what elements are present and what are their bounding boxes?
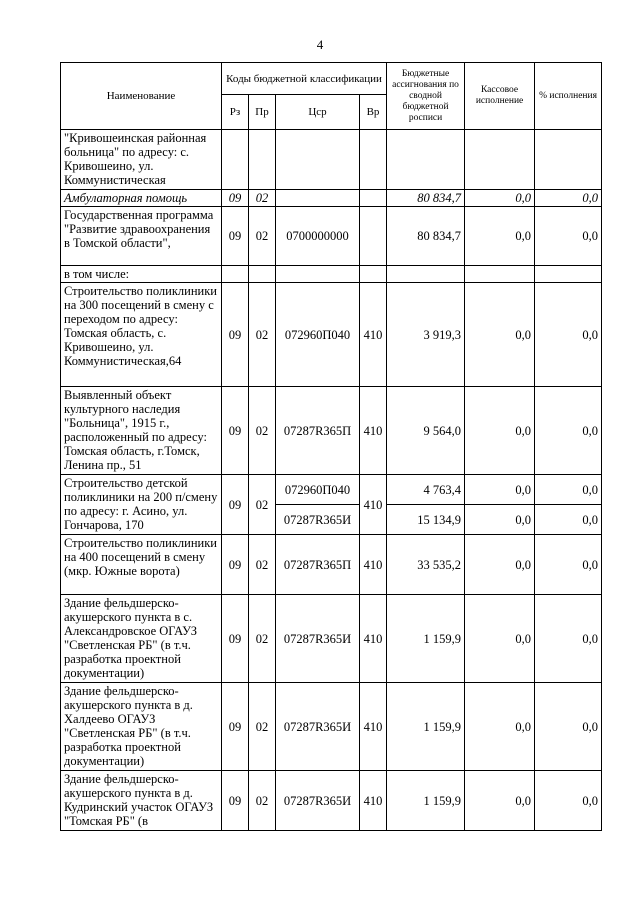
- row-pct: 0,0: [535, 190, 602, 207]
- header-codes: Коды бюджетной классификации: [222, 63, 387, 95]
- row-pr: 02: [249, 207, 276, 266]
- row-assign: 33 535,2: [387, 535, 465, 595]
- row-vr: 410: [360, 475, 387, 535]
- row-name: Выявленный объект культурного наследия "Больница", 1915 г., расположенный по адресу: Томская область, г.Томск, Ленина пр., 51: [61, 387, 222, 475]
- row-assign: 4 763,4: [387, 475, 465, 505]
- header-rz: Рз: [222, 95, 249, 130]
- row-assign: 80 834,7: [387, 190, 465, 207]
- row-cash: 0,0: [465, 190, 535, 207]
- row-cash: 0,0: [465, 475, 535, 505]
- row-csr: 072960П040: [276, 475, 360, 505]
- row-pct: 0,0: [535, 683, 602, 771]
- row-csr: 072960П040: [276, 283, 360, 387]
- row-name: Здание фельдшерско-акушерского пункта в д. Халдеево ОГАУЗ "Светленская РБ" (в т.ч. разработка проектной документации): [61, 683, 222, 771]
- row-csr: 07287R365П: [276, 387, 360, 475]
- row-assign: 9 564,0: [387, 387, 465, 475]
- row-csr: 07287R365И: [276, 505, 360, 535]
- table-row: [61, 475, 602, 505]
- row-rz: 09: [222, 207, 249, 266]
- row-assign: 1 159,9: [387, 595, 465, 683]
- row-rz: 09: [222, 283, 249, 387]
- row-pr: 02: [249, 535, 276, 595]
- row-pr: 02: [249, 683, 276, 771]
- row-name: в том числе:: [61, 266, 222, 283]
- row-cash: 0,0: [465, 771, 535, 831]
- table-row: [61, 190, 602, 207]
- row-name: Государственная программа "Развитие здравоохранения в Томской области",: [61, 207, 222, 266]
- header-cash: Кассовое исполнение: [465, 63, 535, 130]
- row-cash: 0,0: [465, 683, 535, 771]
- row-pr: 02: [249, 190, 276, 207]
- row-name: "Кривошеинская районная больница" по адресу: с. Кривошеино, ул. Коммунистическая: [61, 130, 222, 190]
- table-row: [61, 683, 602, 771]
- row-cash: 0,0: [465, 283, 535, 387]
- row-rz: 09: [222, 683, 249, 771]
- row-assign: 1 159,9: [387, 771, 465, 831]
- table-row: [61, 266, 602, 283]
- row-rz: 09: [222, 535, 249, 595]
- row-csr: 07287R365П: [276, 535, 360, 595]
- row-csr: 07287R365И: [276, 683, 360, 771]
- row-pr: 02: [249, 771, 276, 831]
- row-pct: 0,0: [535, 387, 602, 475]
- row-cash: 0,0: [465, 535, 535, 595]
- budget-table: [60, 62, 602, 831]
- row-name: Строительство детской поликлиники на 200 п/смену по адресу: г. Асино, ул. Гончарова, 170: [61, 475, 222, 535]
- row-pr: 02: [249, 595, 276, 683]
- table-row: [61, 207, 602, 266]
- row-name: Здание фельдшерско-акушерского пункта в с. Александровское ОГАУЗ "Светленская РБ" (в т.ч. разработка проектной документации): [61, 595, 222, 683]
- row-name: Здание фельдшерско-акушерского пункта в д. Кудринский участок ОГАУЗ "Томская РБ" (в: [61, 771, 222, 831]
- row-pct: 0,0: [535, 771, 602, 831]
- row-name: Амбулаторная помощь: [61, 190, 222, 207]
- row-vr: 410: [360, 771, 387, 831]
- table-row: [61, 771, 602, 831]
- row-cash: 0,0: [465, 595, 535, 683]
- row-cash: 0,0: [465, 207, 535, 266]
- row-rz: 09: [222, 771, 249, 831]
- table-row: [61, 595, 602, 683]
- row-cash: 0,0: [465, 505, 535, 535]
- header-assign: Бюджетные ассигнования по сводной бюджетной росписи: [387, 63, 465, 130]
- row-pr: 02: [249, 283, 276, 387]
- table-row: [61, 387, 602, 475]
- row-name: Строительство поликлиники на 400 посещений в смену (мкр. Южные ворота): [61, 535, 222, 595]
- row-name: Строительство поликлиники на 300 посещений в смену с переходом по адресу: Томская область, с. Кривошеино, ул. Коммунистическая,64: [61, 283, 222, 387]
- row-rz: 09: [222, 475, 249, 535]
- row-assign: 15 134,9: [387, 505, 465, 535]
- row-pct: 0,0: [535, 595, 602, 683]
- table-row: [61, 130, 602, 190]
- row-rz: 09: [222, 190, 249, 207]
- row-pct: 0,0: [535, 283, 602, 387]
- row-pct: 0,0: [535, 505, 602, 535]
- table-row: [61, 535, 602, 595]
- row-pr: 02: [249, 387, 276, 475]
- header-pct: % исполнения: [535, 63, 602, 130]
- header-csr: Цср: [276, 95, 360, 130]
- row-vr: 410: [360, 387, 387, 475]
- row-pct: 0,0: [535, 475, 602, 505]
- row-csr: 07287R365И: [276, 771, 360, 831]
- row-vr: 410: [360, 283, 387, 387]
- header-vr: Вр: [360, 95, 387, 130]
- row-csr: 0700000000: [276, 207, 360, 266]
- row-csr: 07287R365И: [276, 595, 360, 683]
- row-vr: 410: [360, 535, 387, 595]
- header-name: Наименование: [61, 63, 222, 130]
- page-number: 4: [316, 37, 324, 52]
- row-cash: 0,0: [465, 387, 535, 475]
- row-vr: 410: [360, 595, 387, 683]
- header-pr: Пр: [249, 95, 276, 130]
- row-assign: 1 159,9: [387, 683, 465, 771]
- row-assign: 80 834,7: [387, 207, 465, 266]
- row-vr: 410: [360, 683, 387, 771]
- row-assign: 3 919,3: [387, 283, 465, 387]
- row-rz: 09: [222, 387, 249, 475]
- row-pct: 0,0: [535, 207, 602, 266]
- table-row: [61, 283, 602, 387]
- row-pr: 02: [249, 475, 276, 535]
- row-rz: 09: [222, 595, 249, 683]
- row-pct: 0,0: [535, 535, 602, 595]
